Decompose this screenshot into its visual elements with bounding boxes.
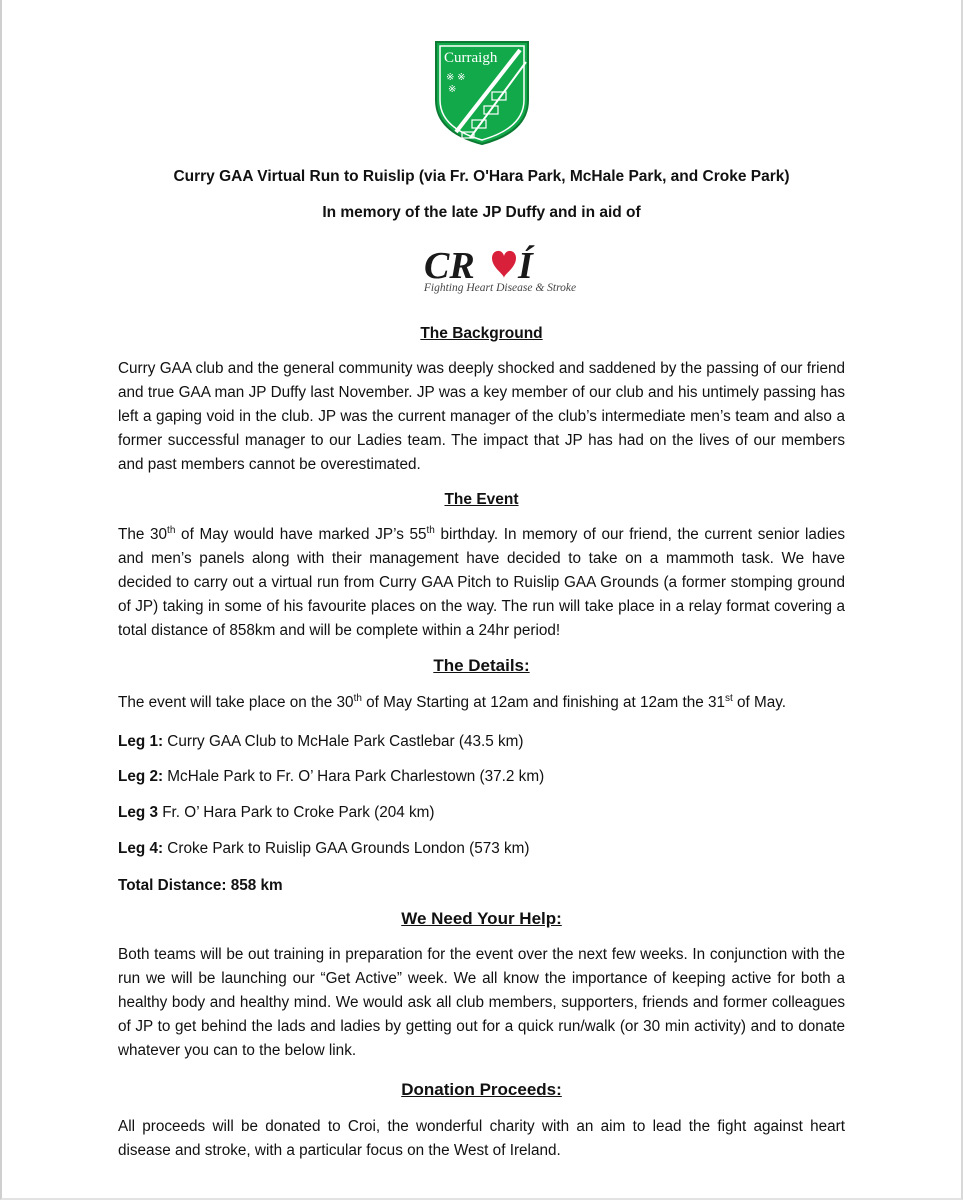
leg-item: Leg 3 Fr. O’ Hara Park to Croke Park (204 km) [118, 804, 435, 821]
document-subtitle: In memory of the late JP Duffy and in aid of [322, 204, 641, 221]
document-title: Curry GAA Virtual Run to Ruislip (via Fr. O'Hara Park, McHale Park, and Croke Park) [173, 168, 790, 185]
leg-item: Leg 1: Curry GAA Club to McHale Park Castlebar (43.5 km) [118, 733, 524, 750]
svg-text:※ ※: ※ ※ [446, 72, 466, 83]
svg-text:※: ※ [448, 84, 457, 95]
details-heading: The Details: [433, 656, 530, 675]
croi-wordmark [420, 244, 580, 284]
details-intro: The event will take place on the 30th of May Starting at 12am and finishing at 12am the 31st of May. [118, 692, 787, 711]
total-distance: Total Distance: 858 km [118, 877, 283, 894]
donation-heading: Donation Proceeds: [401, 1080, 562, 1099]
event-paragraph: The 30th of May would have marked JP’s 55th birthday. In memory of our friend, the current senior ladies and men’s panels along with their management have decided to take on a mammoth task. We have decided to carry out a virtual run from Curry GAA Pitch to Ruislip GAA Grounds (a former stomping ground of JP) taking in some of his favourite places on the way. The run will take place in a relay format covering a total distance of 858km and will be complete within a 24hr period! [118, 524, 846, 639]
croi-logo [420, 244, 580, 298]
shield-icon [434, 40, 530, 146]
croi-tagline: Fighting Heart Disease & Stroke [423, 282, 577, 294]
leg-item: Leg 4: Croke Park to Ruislip GAA Grounds London (573 km) [118, 840, 530, 857]
donation-paragraph: All proceeds will be donated to Croi, the wonderful charity with an aim to lead the fight against heart disease and stroke, with a particular focus on the West of Ireland. [118, 1118, 845, 1159]
heart-icon [492, 251, 516, 278]
svg-text:Curraigh: Curraigh [444, 50, 498, 66]
help-heading: We Need Your Help: [401, 909, 562, 928]
club-crest-logo [434, 40, 530, 146]
background-heading: The Background [420, 325, 543, 342]
help-paragraph: Both teams will be out training in preparation for the event over the next few weeks. In conjunction with the run we will be launching our “Get Active” week. We all know the importance of keeping active for both a healthy body and healthy mind. We would ask all club members, supporters, friends and former colleagues of JP to get behind the lads and ladies by getting out for a quick run/walk (or 30 min activity) and to donate whatever you can to the below link. [118, 946, 845, 1059]
event-heading: The Event [444, 491, 519, 508]
svg-text:Í: Í [518, 245, 533, 284]
svg-text:CR: CR [424, 245, 475, 284]
background-paragraph: Curry GAA club and the general community was deeply shocked and saddened by the passing of our friend and true GAA man JP Duffy last November. JP was a key member of our club and his untimely passing has left a gaping void in the club. JP was the current manager of the club’s intermediate men’s team and also a former successful manager to our Ladies team. The impact that JP has had on the lives of our members and past members cannot be overestimated. [118, 360, 845, 473]
leg-item: Leg 2: McHale Park to Fr. O’ Hara Park Charlestown (37.2 km) [118, 768, 545, 785]
